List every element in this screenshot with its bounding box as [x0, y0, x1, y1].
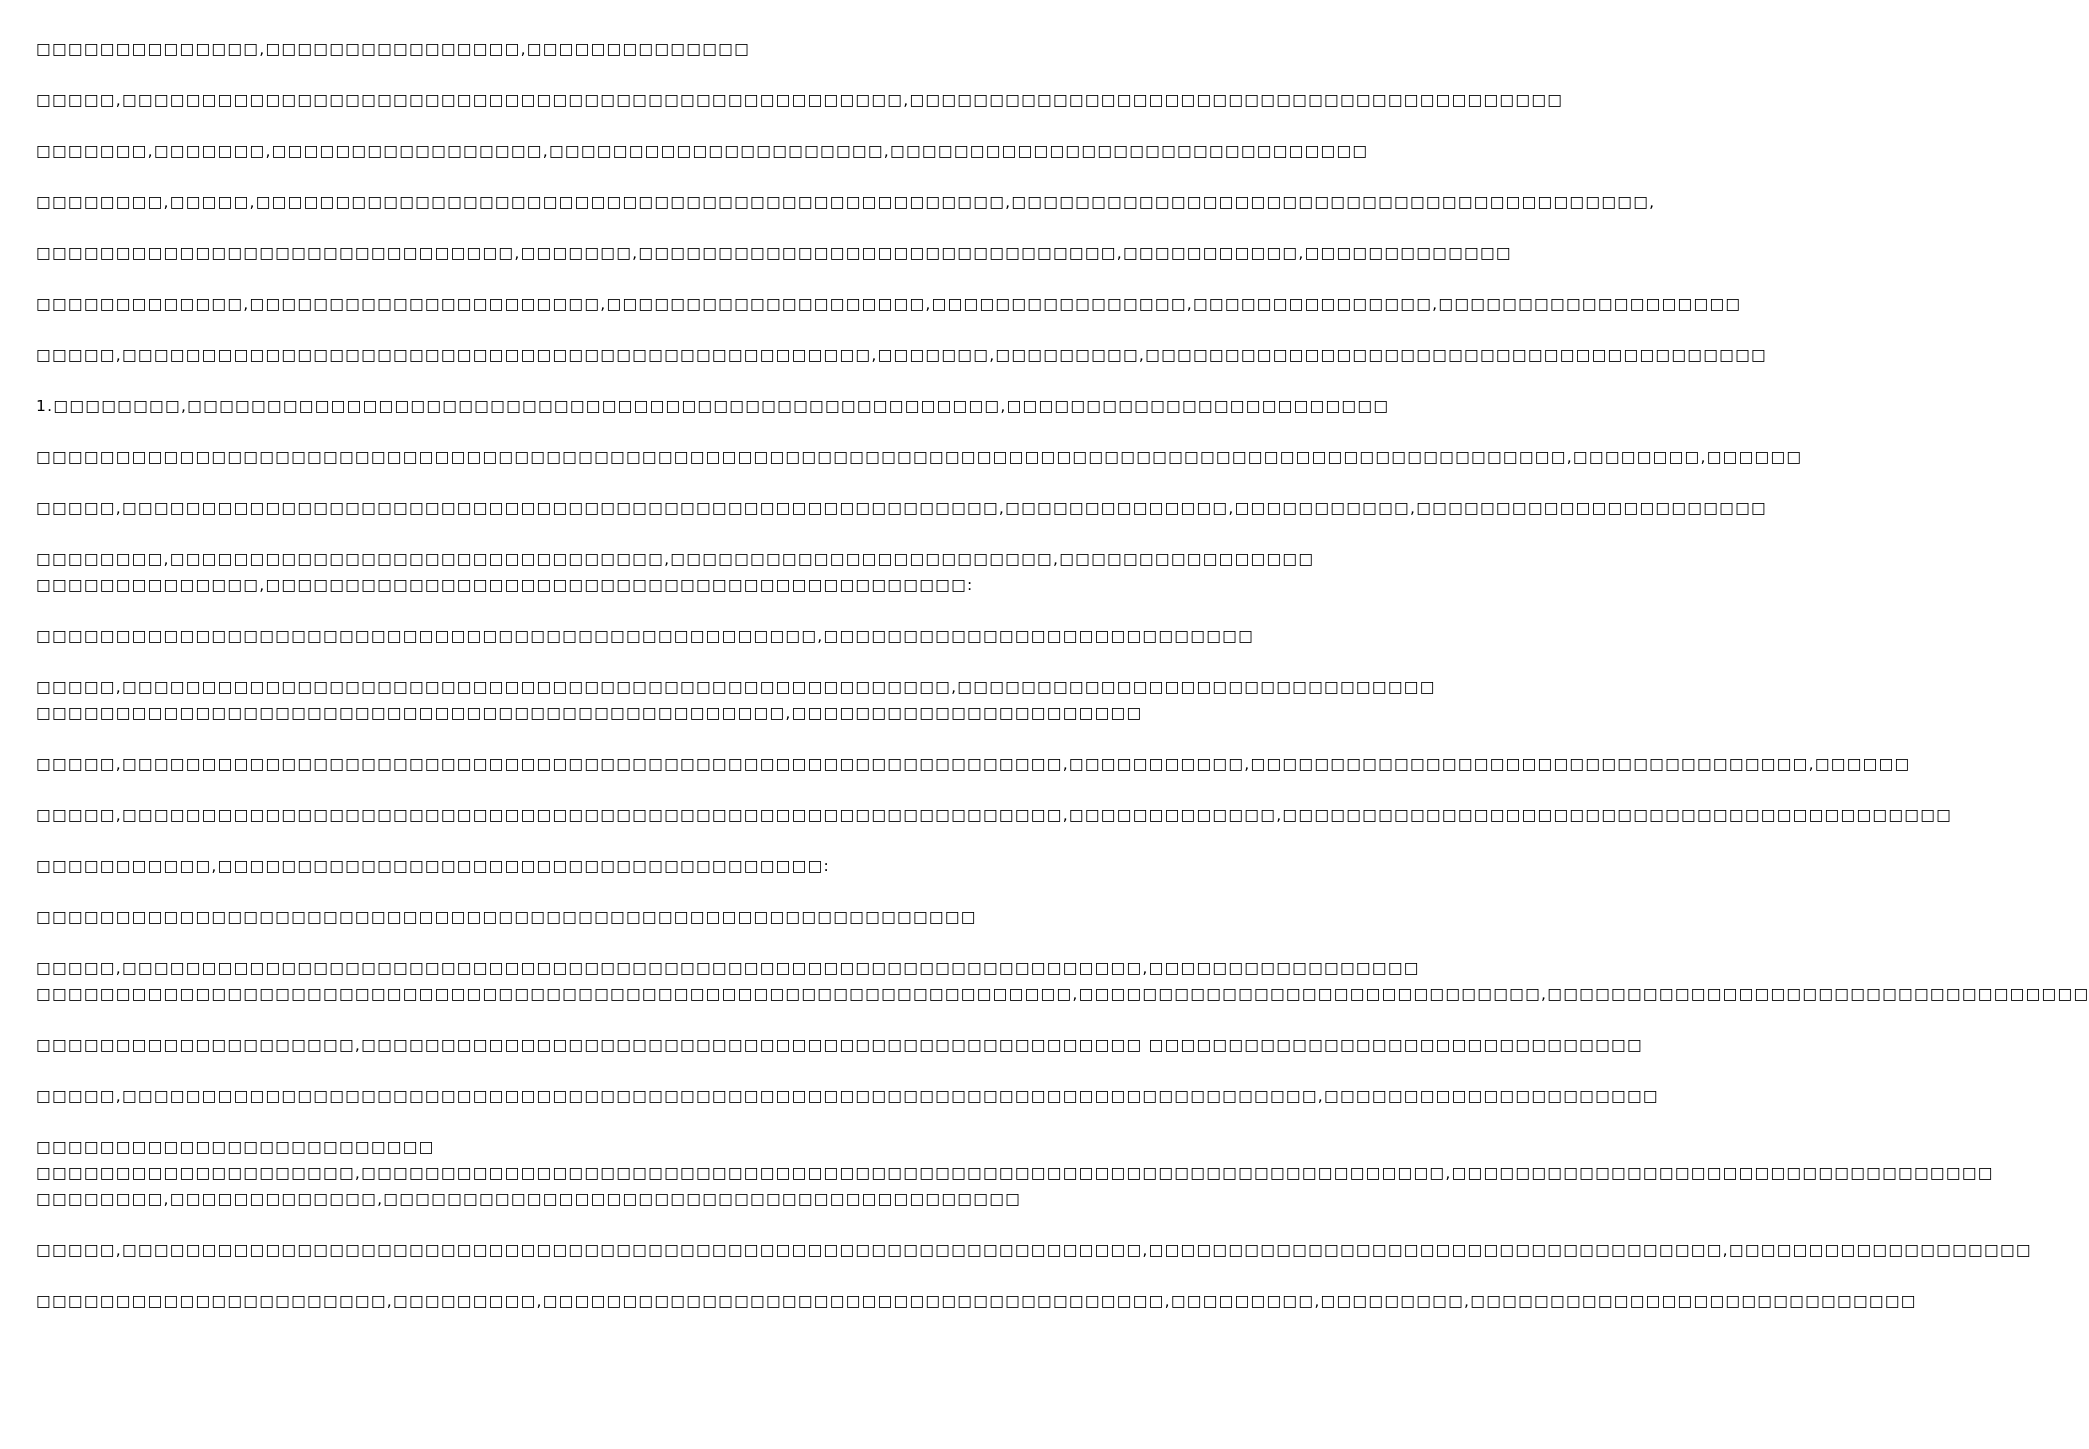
text-line: □□□□□□□□□□□□□□,□□□□□□□□□□□□□□□□□□□□□□□□□□□□□□□□□□□□□□□□□□□□:: [36, 576, 974, 594]
paragraph: [36, 853, 990, 879]
paragraph: [36, 674, 1436, 726]
text-line: □□□□□,□□□□□□□□□□□□□□□□□□□□□□□□□□□□□□□□□□□□□□□□□□□□□□□□□□□□□□□,□□□□□□□□□□□□□□,□□□□□□□□□□□,□□□□□□□□□□□□□□□□□□□□□□: [36, 499, 1767, 517]
text-line: □□□□□,□□□□□□□□□□□□□□□□□□□□□□□□□□□□□□□□□□□□□□□□□□□□□□□,□□□□□□□,□□□□□□□□□,□□□□□□□□□□□□□□□□□□□□□□□□□□□□□□□□□□□□□□□: [36, 346, 1767, 364]
text-line: □□□□□□□□□□□□□□□□□□□□□□□□□□□□□□,□□□□□□□,□□□□□□□□□□□□□□□□□□□□□□□□□□□□□□,□□□□□□□□□□□,□□□□□□□□□□□□□: [36, 244, 1512, 262]
document-body: [36, 36, 2089, 1339]
paragraph: [36, 36, 990, 62]
text-line: □□□□□,□□□□□□□□□□□□□□□□□□□□□□□□□□□□□□□□□□□□□□□□□□□□□□□□□□□□,□□□□□□□□□□□□□□□□□□□□□□□□□□□□□□: [36, 678, 1436, 696]
paragraph: [36, 802, 1953, 828]
paragraph: [36, 1083, 1659, 1109]
text-line: □□□□□□□□□□□□□,□□□□□□□□□□□□□□□□□□□□□□,□□□□□□□□□□□□□□□□□□□□,□□□□□□□□□□□□□□□□,□□□□□□□□□□□□□□□,□□□□□□□□□□□□□□□□□□□: [36, 295, 1742, 313]
paragraph: [36, 189, 1656, 215]
paragraph: [36, 955, 2089, 1007]
paragraph: [36, 87, 1564, 113]
paragraph: [36, 751, 1911, 777]
text-line: □□□□□□□□□□□□□□□□□□□□□□□□□□□□□□□□□□□□□□□□□□□□□□□□□□□□□□□□□□□□□□□□□□□□□□□□□□□□□□□□□□□□□□□□□□□□□□□□,□□□□□□□□,□□□□□□: [36, 448, 1803, 466]
text-line: 1.□□□□□□□□,□□□□□□□□□□□□□□□□□□□□□□□□□□□□□□□□□□□□□□□□□□□□□□□□□□□,□□□□□□□□□□□□□□□□□□□□□□□□: [36, 397, 1390, 415]
text-line: □□□□□□□□,□□□□□,□□□□□□□□□□□□□□□□□□□□□□□□□□□□□□□□□□□□□□□□□□□□□□□,□□□□□□□□□□□□□□□□□□□□□□□□□□□□□□□□□□□□□□□□,: [36, 193, 1656, 211]
text-line: □□□□□□□□□□□□□□,□□□□□□□□□□□□□□□□,□□□□□□□□□□□□□□: [36, 40, 751, 58]
text-line: □□□□□□□□□□□□□□□□□□□□□□□□□□□□□□□□□□□□□□□□□□□□□□□□□□□□□□□□□□□: [36, 908, 977, 926]
text-line: □□□□□□□□□□□□□□□□□□□□□□□□□: [36, 1138, 435, 1156]
paragraph: [36, 495, 1767, 521]
paragraph: [36, 546, 1315, 598]
paragraph: [36, 1032, 1643, 1058]
paragraph: [36, 393, 1390, 419]
paragraph: [36, 240, 1512, 266]
paragraph: [36, 904, 990, 930]
text-line: □□□□□,□□□□□□□□□□□□□□□□□□□□□□□□□□□□□□□□□□□□□□□□□□□□□□□□□□□□□□□□□□□□□□□□,□□□□□□□□□□□□□□□□□□□□□□□□□□□□□□□□□□□□,□□□□□□□□□□□□□□□□□□□: [36, 1241, 2032, 1259]
text-line: □□□□□□□□□□□□□□□□□□□□,□□□□□□□□□□□□□□□□□□□□□□□□□□□□□□□□□□□□□□□□□□□□□□□□□□□□□□□□□□□□□□□□□□□□,□□□□□□□□□□□□□□□□□□□□□□□□□□□□□□□□□□: [36, 1164, 1994, 1182]
text-line: □□□□□□□□□□□□□□□□□□□□□□,□□□□□□□□□,□□□□□□□□□□□□□□□□□□□□□□□□□□□□□□□□□□□□□□□,□□□□□□□□□,□□□□□□□□□,□□□□□□□□□□□□□□□□□□□□□□□□□□□□: [36, 1292, 1917, 1310]
text-line: □□□□□□□□□□□□□□□□□□□□□□□□□□□□□□□□□□□□□□□□□□□□□□□□□□□□□□□□□□□□□□□□□,□□□□□□□□□□□□□□□□□□□□□□□□□□□□□,□□□□□□□□□□□□□□□□□□□□□□□□□□□□□□□□□□: [36, 985, 2089, 1003]
paragraph: [36, 138, 1369, 164]
text-line: □□□□□□□□,□□□□□□□□□□□□□□□□□□□□□□□□□□□□□□□,□□□□□□□□□□□□□□□□□□□□□□□□,□□□□□□□□□□□□□□□□: [36, 550, 1315, 568]
text-line: □□□□□,□□□□□□□□□□□□□□□□□□□□□□□□□□□□□□□□□□□□□□□□□□□□□□□□□□□□□□□□□□□,□□□□□□□□□□□,□□□□□□□□□□□□□□□□□□□□□□□□□□□□□□□□□□□,□□□□□□: [36, 755, 1911, 773]
text-line: □□□□□,□□□□□□□□□□□□□□□□□□□□□□□□□□□□□□□□□□□□□□□□□□□□□□□□□□□□□□□□□□□□□□□□□□□□□□□□□□□,□□□□□□□□□□□□□□□□□□□□□: [36, 1087, 1659, 1105]
text-line: □□□□□□□□□□□□□□□□□□□□,□□□□□□□□□□□□□□□□□□□□□□□□□□□□□□□□□□□□□□□□□□□□□□□□□ □□□□□□□□□□□□□□□□□□□□□□□□□□□□□□□: [36, 1036, 1643, 1054]
paragraph: [36, 342, 1767, 368]
text-line: □□□□□□□□□□□,□□□□□□□□□□□□□□□□□□□□□□□□□□□□□□□□□□□□□□:: [36, 857, 831, 875]
paragraph: [36, 291, 1742, 317]
paragraph: [36, 1237, 2032, 1263]
text-line: □□□□□□□,□□□□□□□,□□□□□□□□□□□□□□□□□,□□□□□□□□□□□□□□□□□□□□□,□□□□□□□□□□□□□□□□□□□□□□□□□□□□□□: [36, 142, 1369, 160]
text-line: □□□□□,□□□□□□□□□□□□□□□□□□□□□□□□□□□□□□□□□□□□□□□□□□□□□□□□□□□□□□□□□□□,□□□□□□□□□□□□□,□□□□□□□□□□□□□□□□□□□□□□□□□□□□□□□□□□□□□□□□□□: [36, 806, 1953, 824]
paragraph: [36, 1134, 1994, 1212]
paragraph: [36, 444, 1803, 470]
text-line: □□□□□□□□,□□□□□□□□□□□□□,□□□□□□□□□□□□□□□□□□□□□□□□□□□□□□□□□□□□□□□□: [36, 1190, 1022, 1208]
paragraph: [36, 1288, 1917, 1314]
text-line: □□□□□□□□□□□□□□□□□□□□□□□□□□□□□□□□□□□□□□□□□□□□□□□,□□□□□□□□□□□□□□□□□□□□□□: [36, 704, 1143, 722]
paragraph: [36, 623, 1255, 649]
text-line: □□□□□,□□□□□□□□□□□□□□□□□□□□□□□□□□□□□□□□□□□□□□□□□□□□□□□□□,□□□□□□□□□□□□□□□□□□□□□□□□□□□□□□□□□□□□□□□□□: [36, 91, 1564, 109]
text-line: □□□□□,□□□□□□□□□□□□□□□□□□□□□□□□□□□□□□□□□□□□□□□□□□□□□□□□□□□□□□□□□□□□□□□□,□□□□□□□□□□□□□□□□□: [36, 959, 1420, 977]
text-line: □□□□□□□□□□□□□□□□□□□□□□□□□□□□□□□□□□□□□□□□□□□□□□□□□,□□□□□□□□□□□□□□□□□□□□□□□□□□□: [36, 627, 1255, 645]
